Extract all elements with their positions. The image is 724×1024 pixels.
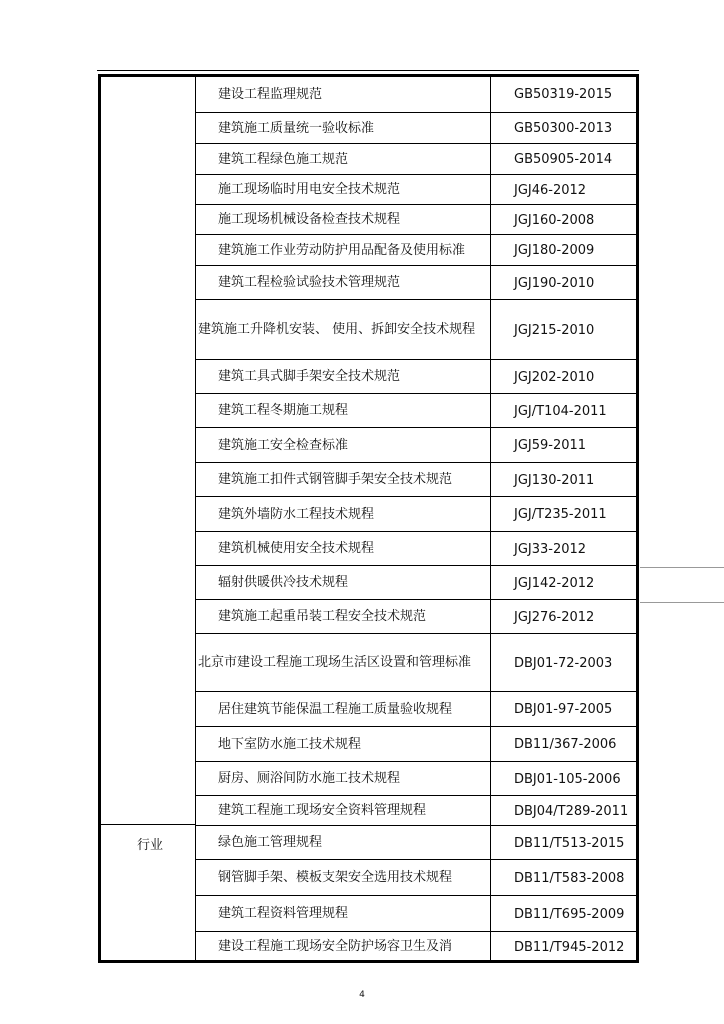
- standard-name: 建筑工程冬期施工规程: [218, 403, 349, 418]
- standard-name: 施工现场机械设备检查技术规程: [218, 212, 401, 227]
- standard-name: 辐射供暖供冷技术规程: [218, 575, 349, 590]
- standard-name: 建设工程监理规范: [218, 86, 323, 102]
- table-row: [196, 144, 636, 175]
- standard-code: DBJ01-105-2006: [514, 771, 621, 787]
- table-row: [196, 360, 636, 394]
- standard-name: 建筑外墙防水工程技术规程: [218, 506, 375, 522]
- standard-name: 建筑施工安全检查标准: [218, 437, 349, 453]
- table-row: [196, 860, 636, 896]
- standard-code: GB50300-2013: [514, 121, 613, 136]
- header-rule: [97, 70, 639, 71]
- standard-code: JGJ/T104-2011: [514, 403, 607, 419]
- category-divider: [98, 824, 195, 825]
- standard-code: JGJ215-2010: [514, 322, 595, 338]
- page-number: 4: [359, 990, 365, 1000]
- table-row: [196, 266, 636, 300]
- category-label: 行业: [136, 838, 163, 853]
- table-row: [196, 532, 636, 566]
- standard-name: 绿色施工管理规程: [218, 835, 323, 850]
- standard-code: DBJ01-72-2003: [514, 655, 613, 671]
- standard-name: 建筑工程施工现场安全资料管理规程: [218, 803, 427, 818]
- standard-name: 钢管脚手架、模板支架安全选用技术规程: [218, 870, 453, 885]
- standard-code: JGJ59-2011: [514, 438, 587, 453]
- standard-code: DB11/T583-2008: [514, 870, 625, 886]
- standard-code: JGJ142-2012: [514, 575, 595, 591]
- standard-name: 地下室防水施工技术规程: [218, 736, 362, 752]
- table-row: [196, 932, 636, 962]
- standard-code: JGJ130-2011: [514, 472, 595, 488]
- standard-code: DBJ04/T289-2011: [514, 803, 629, 819]
- table-row: [196, 205, 636, 235]
- standard-code: DBJ01-97-2005: [514, 702, 613, 717]
- standard-code: DB11/T695-2009: [514, 906, 625, 922]
- standard-code: GB50319-2015: [514, 87, 613, 102]
- standard-code: JGJ276-2012: [514, 609, 595, 625]
- standard-name: 施工现场临时用电安全技术规范: [218, 182, 401, 197]
- standard-name: 建筑施工起重吊装工程安全技术规范: [218, 609, 427, 624]
- table-row: [196, 727, 636, 762]
- standard-code: JGJ/T235-2011: [514, 507, 607, 522]
- table-row: [196, 463, 636, 497]
- standard-code: GB50905-2014: [514, 152, 613, 167]
- standard-name: 建筑施工质量统一验收标准: [218, 120, 375, 136]
- margin-lines: [640, 567, 724, 603]
- table-row: [196, 175, 636, 205]
- table-row: [196, 634, 636, 692]
- table-row: [196, 692, 636, 727]
- standard-code: JGJ160-2008: [514, 212, 595, 228]
- standard-code: DB11/367-2006: [514, 737, 617, 752]
- table-row: [196, 896, 636, 932]
- standard-name: 建筑施工升降机安装、 使用、拆卸安全技术规程: [198, 322, 476, 337]
- table-row: [196, 235, 636, 266]
- table-row: [196, 600, 636, 634]
- standard-name: 建筑工程绿色施工规范: [218, 151, 349, 167]
- standard-code: JGJ180-2009: [514, 243, 595, 258]
- standard-name: 居住建筑节能保温工程施工质量验收规程: [218, 701, 453, 717]
- standard-name: 北京市建设工程施工现场生活区设置和管理标准: [198, 655, 472, 670]
- table-row: [196, 76, 636, 113]
- table-row: [196, 762, 636, 796]
- standard-code: JGJ46-2012: [514, 182, 587, 198]
- table-row: [196, 566, 636, 600]
- standard-name: 建筑工程资料管理规程: [218, 906, 349, 921]
- standard-code: JGJ202-2010: [514, 369, 595, 385]
- table-row: [196, 113, 636, 144]
- standard-name: 建筑机械使用安全技术规程: [218, 541, 375, 556]
- standard-code: DB11/T513-2015: [514, 835, 625, 851]
- table-row: [196, 300, 636, 360]
- standard-name: 建筑工具式脚手架安全技术规范: [218, 369, 401, 384]
- standard-code: JGJ190-2010: [514, 275, 595, 291]
- table-row: [196, 428, 636, 463]
- standard-name: 厨房、厕浴间防水施工技术规程: [218, 771, 401, 786]
- table-row: [196, 826, 636, 860]
- table-row: [196, 796, 636, 826]
- standard-name: 建设工程施工现场安全防护场容卫生及消: [218, 939, 453, 954]
- standard-code: JGJ33-2012: [514, 541, 587, 557]
- table-row: [196, 394, 636, 428]
- standard-name: 建筑施工作业劳动防护用品配备及使用标准: [218, 242, 466, 258]
- table-row: [196, 497, 636, 532]
- standard-code: DB11/T945-2012: [514, 939, 625, 955]
- standard-name: 建筑工程检验试验技术管理规范: [218, 275, 401, 290]
- standard-name: 建筑施工扣件式钢管脚手架安全技术规范: [218, 472, 453, 487]
